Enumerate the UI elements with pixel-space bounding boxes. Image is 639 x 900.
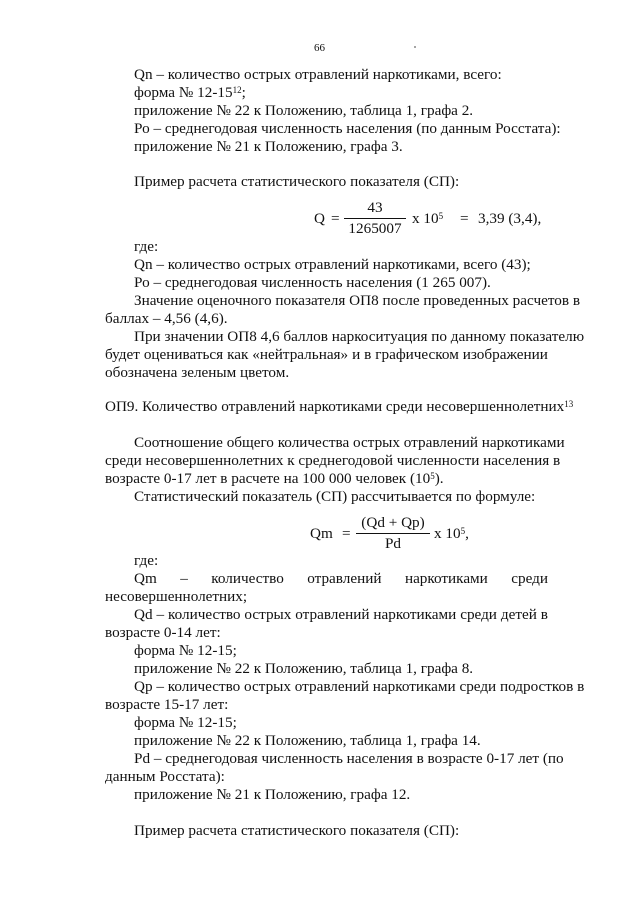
where1-qn: Qn – количество острых отравлений наркотиками, всего (43); [134,256,531,273]
scan-speck [414,46,416,48]
qn-form: форма № $12-15^{12}$; [134,84,246,101]
formula1-numerator: 43 [367,199,383,216]
fraction-bar [356,533,430,534]
example2-heading: Пример расчета статистического показателя (СП): [134,822,460,839]
value-para-line2: баллах – 4,56 (4,6). [105,310,228,327]
formula1-fraction [344,199,406,238]
ratio-line2: среди несовершеннолетних к среднегодовой численности населения в [105,452,561,469]
po-appendix: приложение № 21 к Положению, графа 3. [134,138,403,155]
formula2-numerator: (Qd + Qp) [361,514,425,531]
where1-label: где: [134,238,159,255]
qn-definition: Qn – количество острых отравлений наркотиками, всего: [134,66,502,83]
formula2-denominator: Pd [384,535,402,552]
qd-form: форма № 12-15; [134,642,237,659]
at-value-line1: При значении ОП8 4,6 баллов наркоситуация по данному показателю [134,328,585,345]
qp-appendix: приложение № 22 к Положению, таблица 1, графа 14. [134,732,481,749]
qp-form: форма № 12-15; [134,714,237,731]
qm-definition-line2: несовершеннолетних; [105,588,248,605]
qd-line2: возрасте 0-14 лет: [105,624,221,641]
footnote-ref-12: 12 [232,85,242,95]
formula1-lhs: Q [314,210,325,227]
ratio-line3: возрасте 0-17 лет в расчете на 100 000 человек $(10^5)$. [105,470,444,487]
pd-appendix: приложение № 21 к Положению, графа 12. [134,786,411,803]
op9-heading: ОП9. Количество отравлений наркотиками среди несовершеннолетних$^{13}$ [105,398,574,415]
where1-po: Ро – среднегодовая численность населения (1 265 007). [134,274,491,291]
qd-appendix: приложение № 22 к Положению, таблица 1, графа 8. [134,660,474,677]
example1-heading: Пример расчета статистического показателя (СП): [134,173,460,190]
qn-appendix: приложение № 22 к Положению, таблица 1, графа 2. [134,102,474,119]
at-value-line2: будет оцениваться как «нейтральная» и в графическом изображении [105,346,548,363]
value-para-line1: Значение оценочного показателя ОП8 после проведенных расчетов в [134,292,580,309]
where2-label: где: [134,552,159,569]
footnote-ref-13: 13 [564,399,574,409]
page-number: 66 [314,42,325,54]
formula1-multiplier: x $10^5$ [412,210,444,227]
fraction-bar [344,218,406,219]
formula1-denominator: 1265007 [348,220,402,237]
formula2-fraction [356,514,430,553]
formula1-eq: = [331,210,340,227]
ratio-line1: Соотношение общего количества острых отравлений наркотиками [134,434,565,451]
qd-line1: Qd – количество острых отравлений наркотиками среди детей в [134,606,548,623]
qp-line2: возрасте 15-17 лет: [105,696,229,713]
formula2-lhs: Qm [310,525,333,542]
po-definition: Ро – среднегодовая численность населения (по данным Росстата): [134,120,561,137]
pd-line1: Pd – среднегодовая численность населения в возрасте 0-17 лет (по [134,750,564,767]
at-value-line3: обозначена зеленым цветом. [105,364,290,381]
formula2-multiplier: x $10^5$, [434,525,469,542]
formula2-eq: = [342,525,351,542]
formula1-eq2: = [460,210,469,227]
stat-formula-intro: Статистический показатель (СП) рассчитывается по формуле: [134,488,536,505]
qp-line1: Qp – количество острых отравлений наркотиками среди подростков в [134,678,585,695]
pd-line2: данным Росстата): [105,768,225,785]
qm-definition-line1: Qm – количество отравлений наркотиками среди [134,570,548,587]
formula1-result: 3,39 (3,4), [478,210,542,227]
